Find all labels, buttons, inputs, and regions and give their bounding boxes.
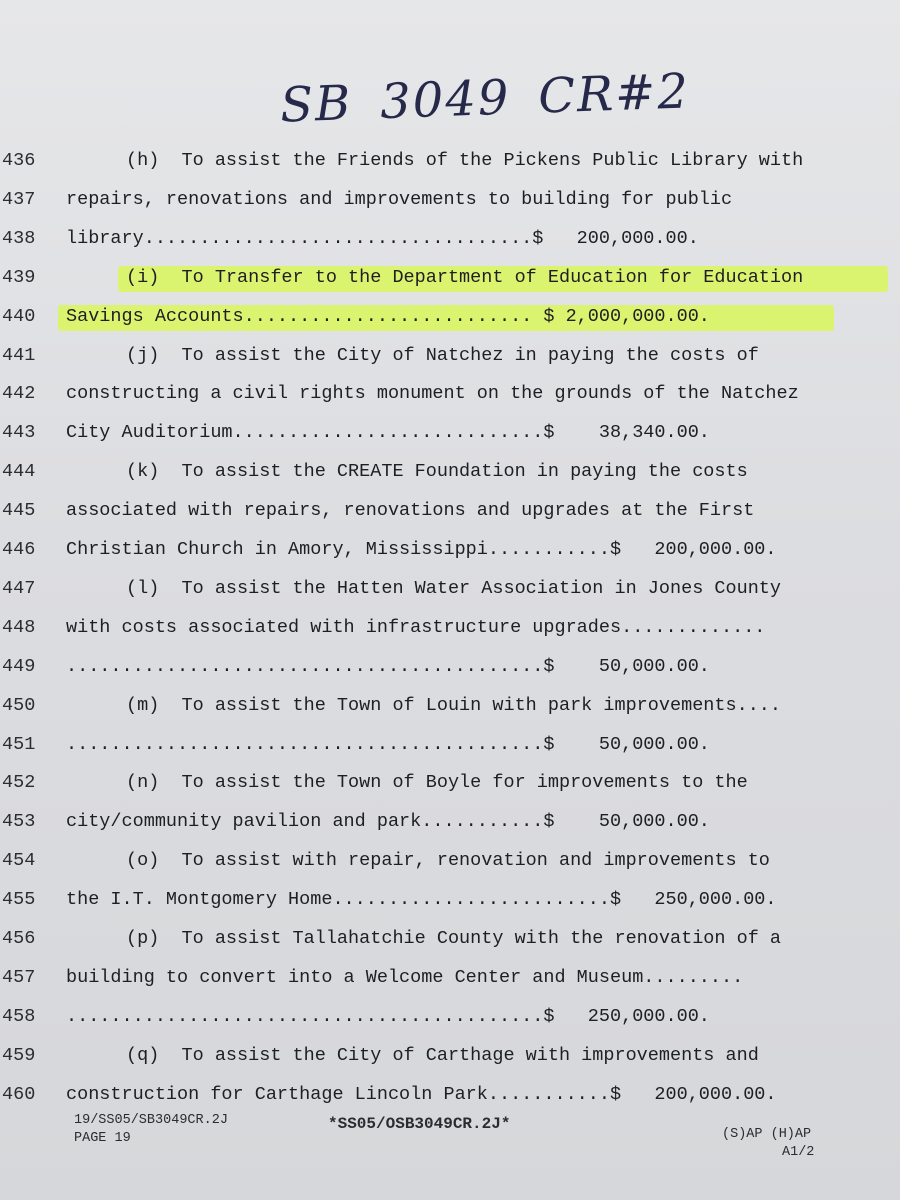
annotation-report: CR#2 <box>537 63 691 125</box>
bill-line <box>0 846 900 876</box>
bill-line <box>0 224 900 254</box>
line-number: 456 <box>2 928 36 949</box>
line-text: (q) To assist the City of Carthage with improvements and <box>126 1044 759 1066</box>
line-number: 441 <box>2 344 36 366</box>
line-number: 454 <box>2 850 36 872</box>
bill-line <box>0 613 900 643</box>
line-text: library...................................$ 200,000.00. <box>66 227 699 249</box>
bill-line <box>0 768 900 798</box>
footer-page-number: PAGE 19 <box>74 1131 131 1146</box>
line-number: 452 <box>2 772 36 794</box>
line-text: Christian Church in Amory, Mississippi...........$ 200,000.00. <box>66 539 777 560</box>
line-number: 459 <box>2 1044 36 1066</box>
bill-line <box>0 457 900 487</box>
line-number: 437 <box>2 188 36 210</box>
line-number: 440 <box>2 305 36 327</box>
line-text: (n) To assist the Town of Boyle for improvements to the <box>126 772 748 794</box>
line-number: 443 <box>2 422 36 444</box>
line-text: the I.T. Montgomery Home.........................$ 250,000.00. <box>66 889 777 911</box>
line-number: 449 <box>2 655 36 677</box>
line-text: constructing a civil rights monument on the grounds of the Natchez <box>66 383 799 405</box>
bill-line <box>0 574 900 604</box>
line-text: Savings Accounts.......................... $ 2,000,000.00. <box>66 305 710 327</box>
handwritten-annotation <box>279 62 719 133</box>
footer-barcode-text: *SS05/OSB3049CR.2J* <box>328 1115 511 1133</box>
line-text: building to convert into a Welcome Center and Museum......... <box>66 966 744 988</box>
line-text: (k) To assist the CREATE Foundation in paying the costs <box>126 461 748 483</box>
line-text: city/community pavilion and park...........$ 50,000.00. <box>66 811 710 833</box>
line-text: construction for Carthage Lincoln Park...........$ 200,000.00. <box>66 1083 777 1105</box>
line-number: 444 <box>2 461 36 483</box>
line-number: 448 <box>2 616 36 638</box>
footer-doc-code: 19/SS05/SB3049CR.2J <box>74 1113 228 1128</box>
bill-line <box>0 1080 900 1110</box>
bill-line <box>0 185 900 215</box>
line-number: 453 <box>2 811 36 833</box>
line-number: 450 <box>2 694 36 716</box>
bill-line <box>0 691 900 721</box>
line-text: ...........................................$ 50,000.00. <box>66 733 710 755</box>
bill-line <box>0 963 900 993</box>
line-text: repairs, renovations and improvements to building for public <box>66 188 733 210</box>
line-number: 436 <box>2 150 36 171</box>
line-text: (o) To assist with repair, renovation and improvements to <box>126 850 770 872</box>
line-text: ...........................................$ 50,000.00. <box>66 655 710 677</box>
line-number: 439 <box>2 266 36 288</box>
bill-line <box>0 807 900 837</box>
line-text: (i) To Transfer to the Department of Education for Education <box>126 266 804 288</box>
footer-committee-codes: (S)AP (H)AP <box>722 1127 812 1142</box>
line-number: 451 <box>2 733 36 755</box>
line-number: 438 <box>2 227 36 249</box>
line-text: with costs associated with infrastructure upgrades............. <box>66 616 766 638</box>
line-text: (l) To assist the Hatten Water Association in Jones County <box>126 577 782 599</box>
line-text: (h) To assist the Friends of the Pickens Public Library with <box>126 150 804 171</box>
bill-line <box>0 924 900 954</box>
bill-line <box>0 652 900 682</box>
bill-line <box>0 146 900 176</box>
line-number: 458 <box>2 1005 36 1027</box>
bill-line <box>0 418 900 448</box>
line-text: ...........................................$ 250,000.00. <box>66 1005 710 1027</box>
line-text: (p) To assist Tallahatchie County with the renovation of a <box>126 928 782 949</box>
annotation-bill-number: 3049 <box>379 69 512 131</box>
bill-line <box>0 535 900 565</box>
line-number: 446 <box>2 539 36 560</box>
line-number: 460 <box>2 1083 36 1105</box>
footer-amendment-code: A1/2 <box>782 1145 815 1160</box>
bill-line <box>0 496 900 526</box>
bill-line <box>0 1002 900 1032</box>
bill-line <box>0 341 900 371</box>
line-number: 447 <box>2 577 36 599</box>
line-number: 442 <box>2 383 36 405</box>
line-text: associated with repairs, renovations and upgrades at the First <box>66 500 755 522</box>
bill-line <box>0 263 900 293</box>
bill-line <box>0 1041 900 1071</box>
line-number: 445 <box>2 500 36 522</box>
line-text: (j) To assist the City of Natchez in paying the costs of <box>126 344 759 366</box>
line-text: (m) To assist the Town of Louin with park improvements.... <box>126 694 782 716</box>
line-text: City Auditorium............................$ 38,340.00. <box>66 422 710 444</box>
bill-line <box>0 379 900 409</box>
bill-line <box>0 302 900 332</box>
line-number: 455 <box>2 889 36 911</box>
bill-line <box>0 730 900 760</box>
line-number: 457 <box>2 966 36 988</box>
annotation-bill-prefix: SB <box>279 75 354 134</box>
bill-line <box>0 885 900 915</box>
